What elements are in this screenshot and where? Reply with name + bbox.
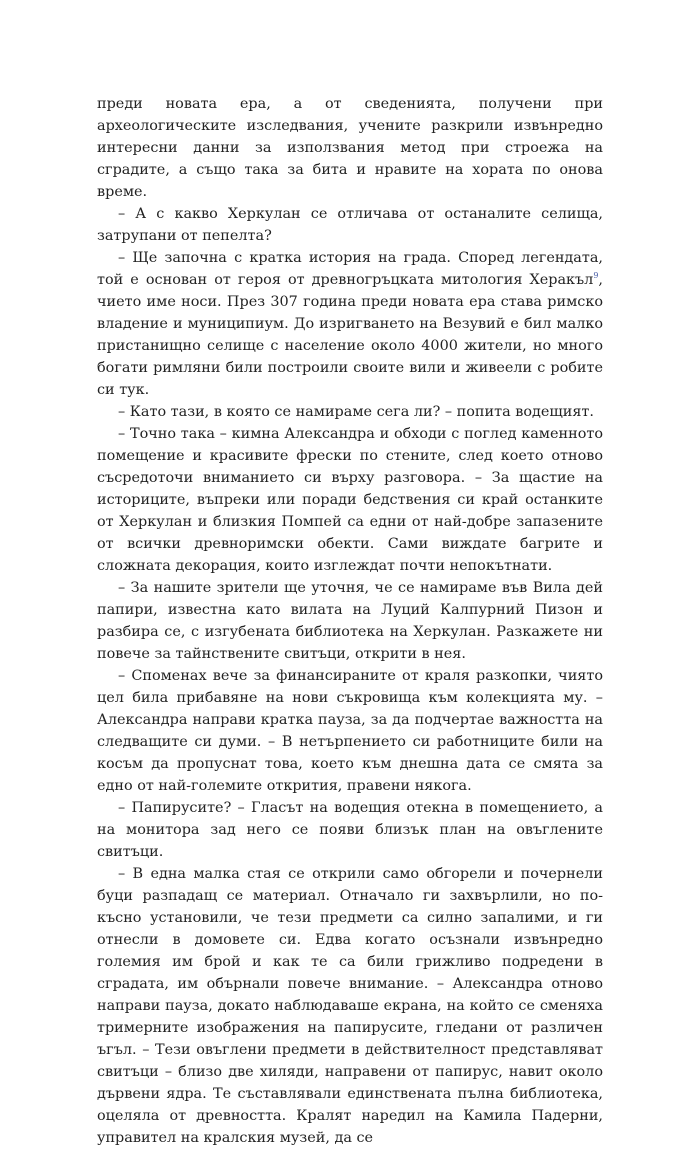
- paragraph-5: – Точно така – кимна Александра и обходи с поглед каменното помещение и красивите фрески по стените, след което отново съсредоточи вниманието си върху разговора. – За щастие на историците, въпреки или поради бедствения си край останките от Херкулан и близкия Помпей са едни от най-добре запазените от всички древноримски обекти. Сами виждате багрите и сложната декорация, които изглеждат почти непокътнати.: [97, 426, 603, 574]
- paragraph-1: преди новата ера, а от сведенията, получени при археологическите изследвания, учените разкрили извънредно интересни данни за използвания метод при строежа на сградите, а също така за бита и нравите на хората по онова време.: [97, 96, 603, 200]
- paragraph-6: – За нашите зрители ще уточня, че се намираме във Вила дей папири, известна като вилата на Луций Калпурний Пизон и разбира се, с изгубената библиотека на Херкулан. Разкажете ни повече за тайнствените свитъци, открити в нея.: [97, 580, 603, 662]
- paragraph-7: – Споменах вече за финансираните от краля разкопки, чиято цел била прибавяне на нови съкровища към колекцията му. – Александра направи кратка пауза, за да подчертае важността на следващите си думи. – В нетърпението си работниците били на косъм да пропуснат това, което към днешна дата се смята за едно от най-големите открития, правени някога.: [97, 668, 603, 794]
- paragraph-3-part-1: – Ще започна с кратка история на града. Според легендата, той е основан от героя от древногръцката митология Херакъл: [97, 250, 603, 288]
- paragraph-3: [97, 247, 603, 401]
- paragraph-2: – А с какво Херкулан се отличава от останалите селища, затрупани от пепелта?: [97, 206, 603, 244]
- paragraph-4: – Като тази, в която се намираме сега ли? – попита водещият.: [118, 404, 594, 420]
- paragraph-3-part-2: , чието име носи. През 307 година преди новата ера става римско владение и муниципиум. До изригването на Везувий е бил малко пристанищно селище с население около 4000 жители, но много богати римляни били построили своите вили и живеели с робите си тук.: [97, 272, 603, 398]
- body-text: [97, 93, 603, 1149]
- paragraph-8: – Папирусите? – Гласът на водещия отекна в помещението, а на монитора зад него се появи близък план на овъглените свитъци.: [97, 800, 603, 860]
- paragraph-9: – В една малка стая се открили само обгорели и почернели буци разпадащ се материал. Отначало ги захвърлили, но по-късно установили, че тези предмети са силно запалими, и ги отнесли в домовете си. Едва когато осъзнали извънредно големия им брой и как те са били грижливо подредени в сградата, им обърнали повече внимание. – Александра отново направи пауза, докато наблюдаваше екрана, на който се сменяха тримерните изображения на папирусите, гледани от различен ъгъл. – Тези овъглени предмети в действителност представляват свитъци – близо две хиляди, направени от папирус, навит около дървени ядра. Те съставлявали единствената пълна библиотека, оцеляла от древността. Кралят наредил на Камила Падерни, управител на кралския музей, да се: [97, 866, 603, 1146]
- footnote-marker[interactable]: 9: [593, 271, 599, 281]
